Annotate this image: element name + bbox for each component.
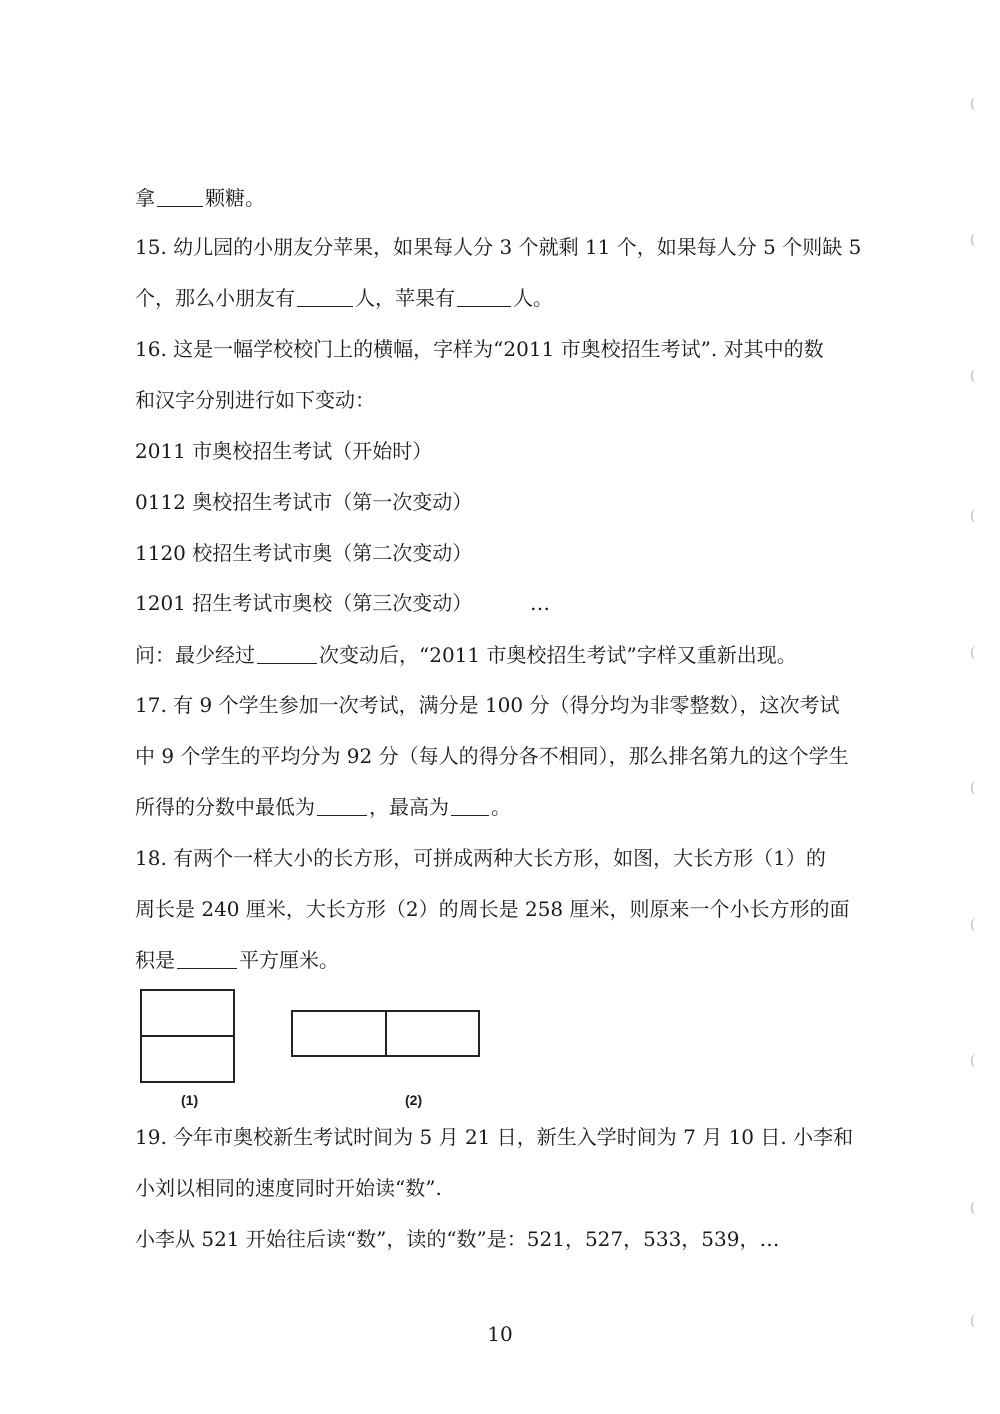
q16-seq-3: 1201 招生考试市奥校（第三次变动） [135,591,473,615]
answer-blank-apples[interactable] [457,288,511,307]
text: 人。 [513,286,553,310]
margin-mark: ( [970,508,976,524]
q17-line1: 17. 有 9 个学生参加一次考试，满分是 100 分（得分均为非零整数），这次考试 [135,693,840,717]
figure-2-divider [385,1010,387,1057]
figure-2-label: (2) [405,1092,423,1108]
q16-line1: 16. 这是一幅学校校门上的横幅，字样为“2011 市奥校招生考试”. 对其中的数 [135,337,824,361]
margin-mark: ( [970,1313,976,1329]
margin-mark: ( [970,1200,976,1216]
margin-mark: ( [970,917,976,933]
q16-ask [135,643,797,667]
q17-line3 [135,795,511,819]
q18-line1: 18. 有两个一样大小的长方形，可拼成两种大长方形，如图，大长方形（1）的 [135,846,826,870]
q15-line2 [135,286,553,310]
answer-blank-max[interactable] [451,797,489,816]
text: 个，那么小朋友有 [135,286,295,310]
q17-line2: 中 9 个学生的平均分为 92 分（每人的得分各不相同），那么排名第九的这个学生 [135,744,849,768]
figure-1-label: (1) [181,1092,199,1108]
q16-seq-0: 2011 市奥校招生考试（开始时） [135,439,433,463]
text: 积是 [135,948,175,972]
q18-line3 [135,948,339,972]
answer-blank-children[interactable] [297,288,353,307]
margin-mark: ( [970,368,976,384]
text: 颗糖。 [205,186,265,210]
margin-mark: ( [970,645,976,661]
q16-seq-2: 1120 校招生考试市奥（第二次变动） [135,541,473,565]
margin-mark: ( [970,96,976,112]
text: 所得的分数中最低为 [135,795,315,819]
answer-blank[interactable] [157,188,203,207]
page-number: 10 [487,1322,513,1346]
answer-blank-changes[interactable] [257,645,317,664]
text: 人，苹果有 [355,286,455,310]
q19-line3: 小李从 521 开始往后读“数”，读的“数”是：521，527，533，539，… [135,1227,780,1251]
text: 平方厘米。 [239,948,339,972]
text: 问：最少经过 [135,643,255,667]
q16-line2: 和汉字分别进行如下变动： [135,388,375,412]
margin-mark: ( [970,780,976,796]
answer-blank-min[interactable] [317,797,367,816]
text: 。 [491,795,511,819]
carryover-line [135,186,265,210]
q16-ellipsis: … [530,591,550,615]
margin-mark: ( [970,232,976,248]
q16-seq-1: 0112 奥校招生考试市（第一次变动） [135,490,473,514]
margin-mark: ( [970,1053,976,1069]
q18-line2: 周长是 240 厘米，大长方形（2）的周长是 258 厘米，则原来一个小长方形的面 [135,897,850,921]
q19-line1: 19. 今年市奥校新生考试时间为 5 月 21 日，新生入学时间为 7 月 10 日. 小李和 [135,1125,854,1149]
text: 次变动后，“2011 市奥校招生考试”字样又重新出现。 [319,643,797,667]
figure-1-divider [140,1035,235,1037]
answer-blank-area[interactable] [177,950,237,969]
text: 拿 [135,186,155,210]
q19-line2: 小刘以相同的速度同时开始读“数”. [135,1176,442,1200]
q15-line1: 15. 幼儿园的小朋友分苹果，如果每人分 3 个就剩 11 个，如果每人分 5 个则缺 5 [135,235,862,259]
text: ，最高为 [369,795,449,819]
